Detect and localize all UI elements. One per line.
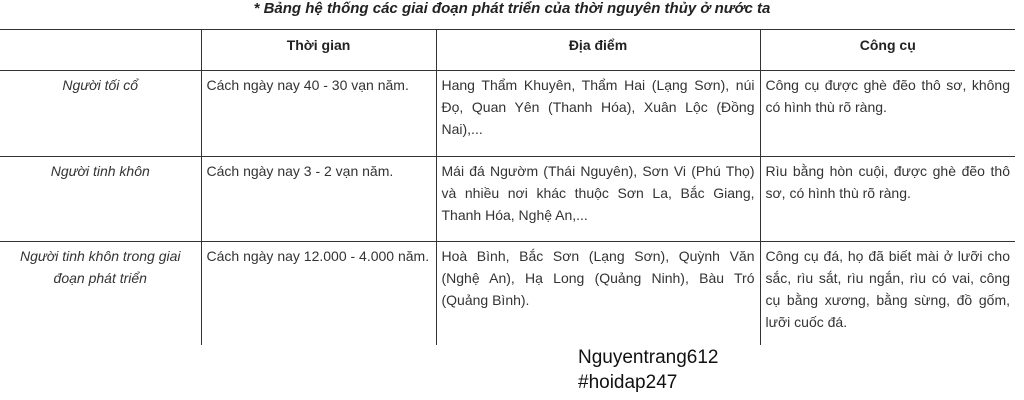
table-header-row	[0, 30, 1015, 71]
time-cell: Cách ngày nay 40 - 30 vạn năm.	[201, 71, 436, 157]
time-cell: Cách ngày nay 12.000 - 4.000 năm.	[201, 242, 436, 345]
author-watermark	[578, 345, 719, 395]
header-tools: Công cụ	[760, 30, 1015, 71]
table-caption: * Bảng hệ thống các giai đoạn phát triển của thời nguyên thủy ở nước ta	[253, 0, 771, 17]
watermark-hashtag: #hoidap247	[578, 372, 678, 393]
place-cell: Mái đá Ngườm (Thái Nguyên), Sơn Vi (Phú Thọ) và nhiều nơi khác thuộc Sơn La, Bắc Giang, Thanh Hóa, Nghệ An,...	[436, 157, 760, 242]
stage-cell: Người tối cổ	[0, 71, 201, 157]
watermark-username: Nguyentrang612	[578, 347, 719, 368]
tools-cell: Rìu bằng hòn cuội, được ghè đẽo thô sơ, có hình thù rõ ràng.	[760, 157, 1015, 242]
place-cell: Hoà Bình, Bắc Sơn (Lạng Sơn), Quỳnh Văn (Nghệ An), Hạ Long (Quảng Ninh), Bàu Tró (Quảng Bình).	[436, 242, 760, 345]
prehistory-stages-table	[0, 29, 1015, 345]
table-row	[0, 242, 1015, 345]
tools-cell: Công cụ đá, họ đã biết mài ở lưỡi cho sắc, rìu sắt, rìu ngắn, rìu có vai, công cụ bằng xương, bằng sừng, đồ gốm, lưỡi cuốc đá.	[760, 242, 1015, 345]
header-time: Thời gian	[201, 30, 436, 71]
time-cell: Cách ngày nay 3 - 2 vạn năm.	[201, 157, 436, 242]
place-cell: Hang Thẩm Khuyên, Thẩm Hai (Lạng Sơn), núi Đọ, Quan Yên (Thanh Hóa), Xuân Lộc (Đồng Nai),...	[436, 71, 760, 157]
table-row	[0, 71, 1015, 157]
tools-cell: Công cụ được ghè đẽo thô sơ, không có hình thù rõ ràng.	[760, 71, 1015, 157]
header-stage	[0, 30, 201, 71]
stage-cell: Người tinh khôn trong giai đoạn phát triển	[19, 248, 181, 286]
stage-cell: Người tinh khôn	[0, 157, 201, 242]
header-place: Địa điểm	[436, 30, 760, 71]
table-row	[0, 157, 1015, 242]
